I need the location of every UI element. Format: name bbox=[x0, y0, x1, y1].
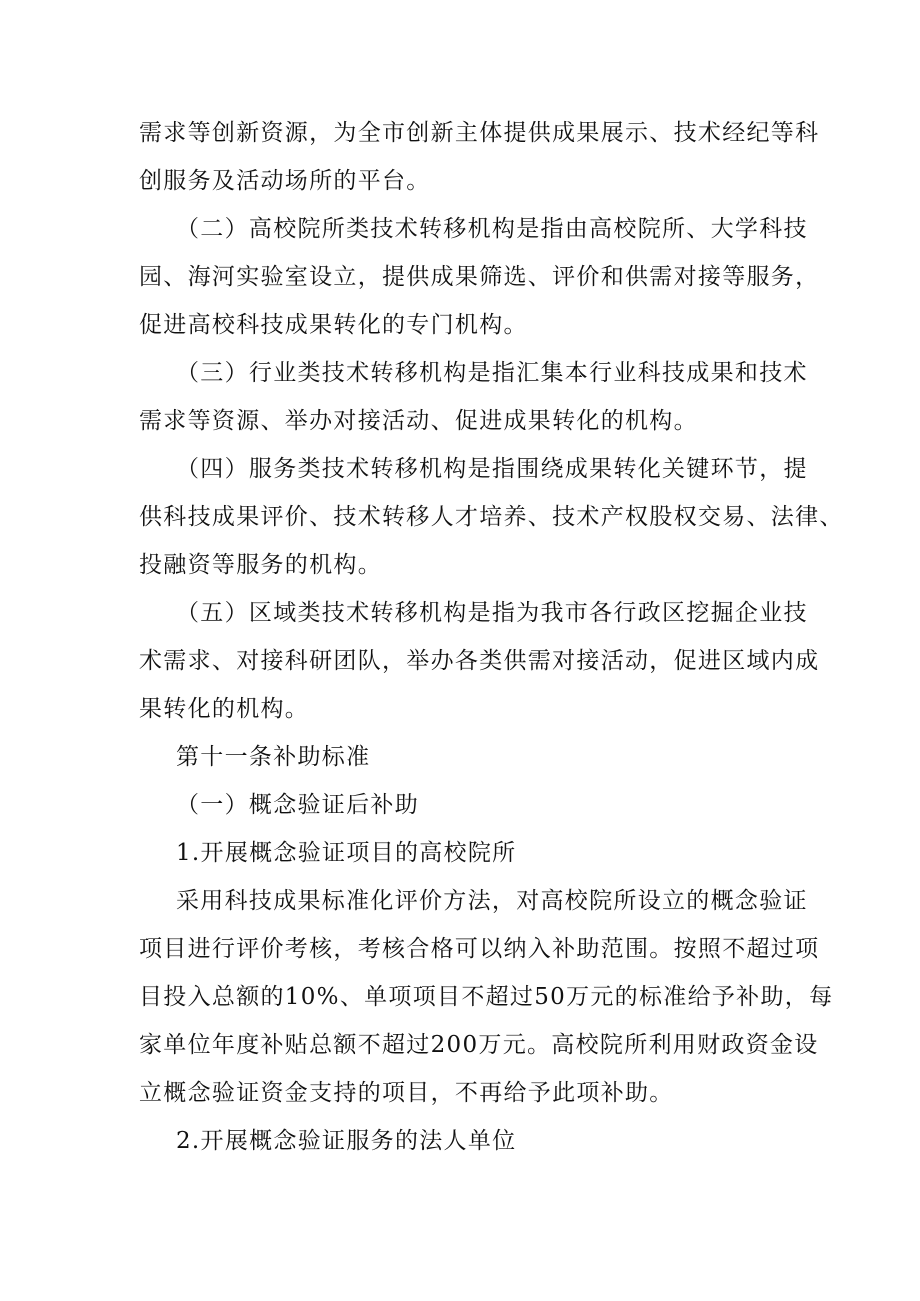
paragraph-line: 投融资等服务的机构。 bbox=[139, 552, 382, 578]
paragraph-line: 园、海河实验室设立，提供成果筛选、评价和供需对接等服务， bbox=[139, 264, 820, 290]
paragraph-line: （五）区域类技术转移机构是指为我市各行政区挖掘企业技 bbox=[176, 600, 808, 626]
paragraph-line: 采用科技成果标准化评价方法，对高校院所设立的概念验证 bbox=[176, 888, 808, 914]
paragraph-line: 促进高校科技成果转化的专门机构。 bbox=[139, 312, 528, 338]
paragraph-line: 需求等创新资源，为全市创新主体提供成果展示、技术经纪等科 bbox=[139, 120, 820, 146]
paragraph-line: 家单位年度补贴总额不超过200万元。高校院所利用财政资金设 bbox=[139, 1032, 819, 1058]
subsection-heading: 1.开展概念验证项目的高校院所 bbox=[176, 840, 517, 866]
paragraph-line: （四）服务类技术转移机构是指围绕成果转化关键环节，提 bbox=[176, 456, 808, 482]
paragraph-line: （二）高校院所类技术转移机构是指由高校院所、大学科技 bbox=[176, 216, 808, 242]
paragraph-line: 果转化的机构。 bbox=[139, 696, 310, 722]
article-heading: 第十一条补助标准 bbox=[176, 744, 371, 770]
paragraph-line: 创服务及活动场所的平台。 bbox=[139, 168, 431, 194]
paragraph-line: 术需求、对接科研团队，举办各类供需对接活动，促进区域内成 bbox=[139, 648, 820, 674]
paragraph-line: 供科技成果评价、技术转移人才培养、技术产权股权交易、法律、 bbox=[139, 504, 844, 530]
paragraph-line: 需求等资源、举办对接活动、促进成果转化的机构。 bbox=[139, 408, 698, 434]
paragraph-line: 立概念验证资金支持的项目，不再给予此项补助。 bbox=[139, 1080, 674, 1106]
paragraph-line: （三）行业类技术转移机构是指汇集本行业科技成果和技术 bbox=[176, 360, 808, 386]
paragraph-line: 项目进行评价考核，考核合格可以纳入补助范围。按照不超过项 bbox=[139, 936, 820, 962]
section-heading: （一）概念验证后补助 bbox=[176, 792, 419, 818]
subsection-heading: 2.开展概念验证服务的法人单位 bbox=[176, 1128, 517, 1154]
paragraph-line: 目投入总额的10%、单项项目不超过50万元的标准给予补助，每 bbox=[139, 984, 834, 1010]
